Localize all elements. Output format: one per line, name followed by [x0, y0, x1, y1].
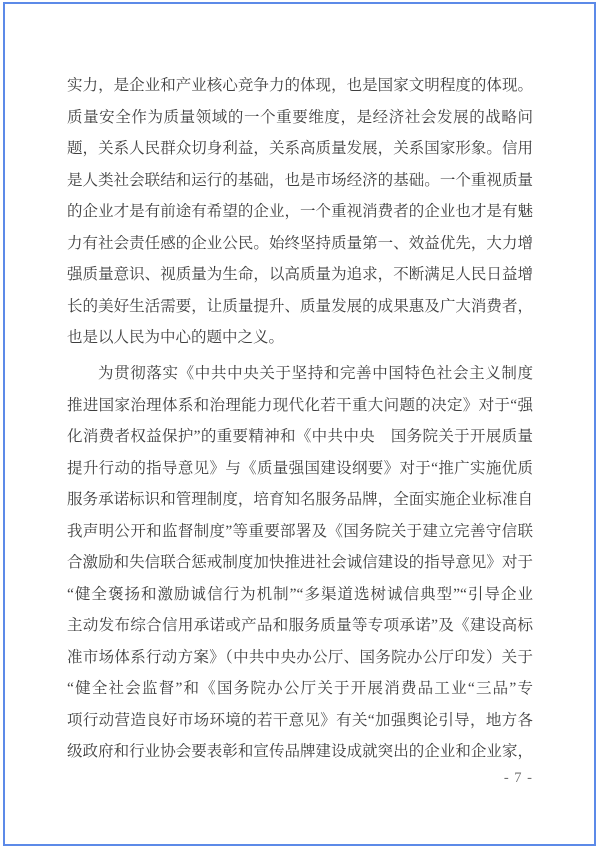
text-line: 合激励和失信联合惩戒制度加快推进社会诚信建设的指导意见》对于	[67, 554, 533, 571]
text-line: 质量安全作为质量领域的一个重要维度，是经济社会发展的战略问	[67, 108, 533, 126]
text-line: 主动发布综合信用承诺或产品和服务质量等专项承诺”及《建设高标	[67, 617, 533, 634]
paragraph-1	[67, 70, 533, 354]
text-line: 级政府和行业协会要表彰和宣传品牌建设成就突出的企业和企业家，	[67, 743, 533, 760]
text-line: 是人类社会联结和运行的基础，也是市场经济的基础。一个重视质量	[67, 171, 533, 189]
text-line: 强质量意识、视质量为生命，以高质量为追求，不断满足人民日益增	[67, 266, 533, 283]
page-number: - 7 -	[503, 770, 533, 786]
text-line: 力有社会责任感的企业公民。始终坚持质量第一、效益优先，大力增	[67, 234, 533, 252]
text-line: “健全褒扬和激励诚信行为机制”“多渠道选树诚信典型”“引导企业	[67, 585, 533, 603]
text-line: 题，关系人民群众切身利益，关系高质量发展，关系国家形象。信用	[67, 140, 533, 157]
text-line: 提升行动的指导意见》与《质量强国建设纲要》对于“推广实施优质	[67, 459, 533, 477]
text-line: 实力，是企业和产业核心竞争力的体现，也是国家文明程度的体现。	[67, 77, 533, 94]
text-line: 化消费者权益保护”的重要精神和《中共中央 国务院关于开展质量	[67, 428, 533, 445]
text-line: 项行动营造良好市场环境的若干意见》有关“加强舆论引导，地方各	[67, 711, 533, 729]
text-line: 长的美好生活需要，让质量提升、质量发展的成果惠及广大消费者，	[67, 297, 533, 315]
text-line: 的企业才是有前途有希望的企业，一个重视消费者的企业也才是有魅	[67, 203, 533, 220]
text-line: 推进国家治理体系和治理能力现代化若干重大问题的决定》对于“强	[67, 396, 533, 414]
text-line: 准市场体系行动方案》（中共中央办公厅、国务院办公厅印发）关于	[67, 648, 533, 666]
text-line: 我声明公开和监督制度”等重要部署及《国务院关于建立完善守信联	[67, 522, 533, 540]
text-line: 也是以人民为中心的题中之义。	[67, 329, 285, 346]
paragraph-2	[67, 358, 533, 768]
text-line: 为贯彻落实《中共中央关于坚持和完善中国特色社会主义制度	[98, 365, 533, 382]
text-line: “健全社会监督”和《国务院办公厅关于开展消费品工业“三品”专	[67, 680, 533, 697]
text-line: 服务承诺标识和管理制度，培育知名服务品牌，全面实施企业标准自	[67, 491, 533, 508]
